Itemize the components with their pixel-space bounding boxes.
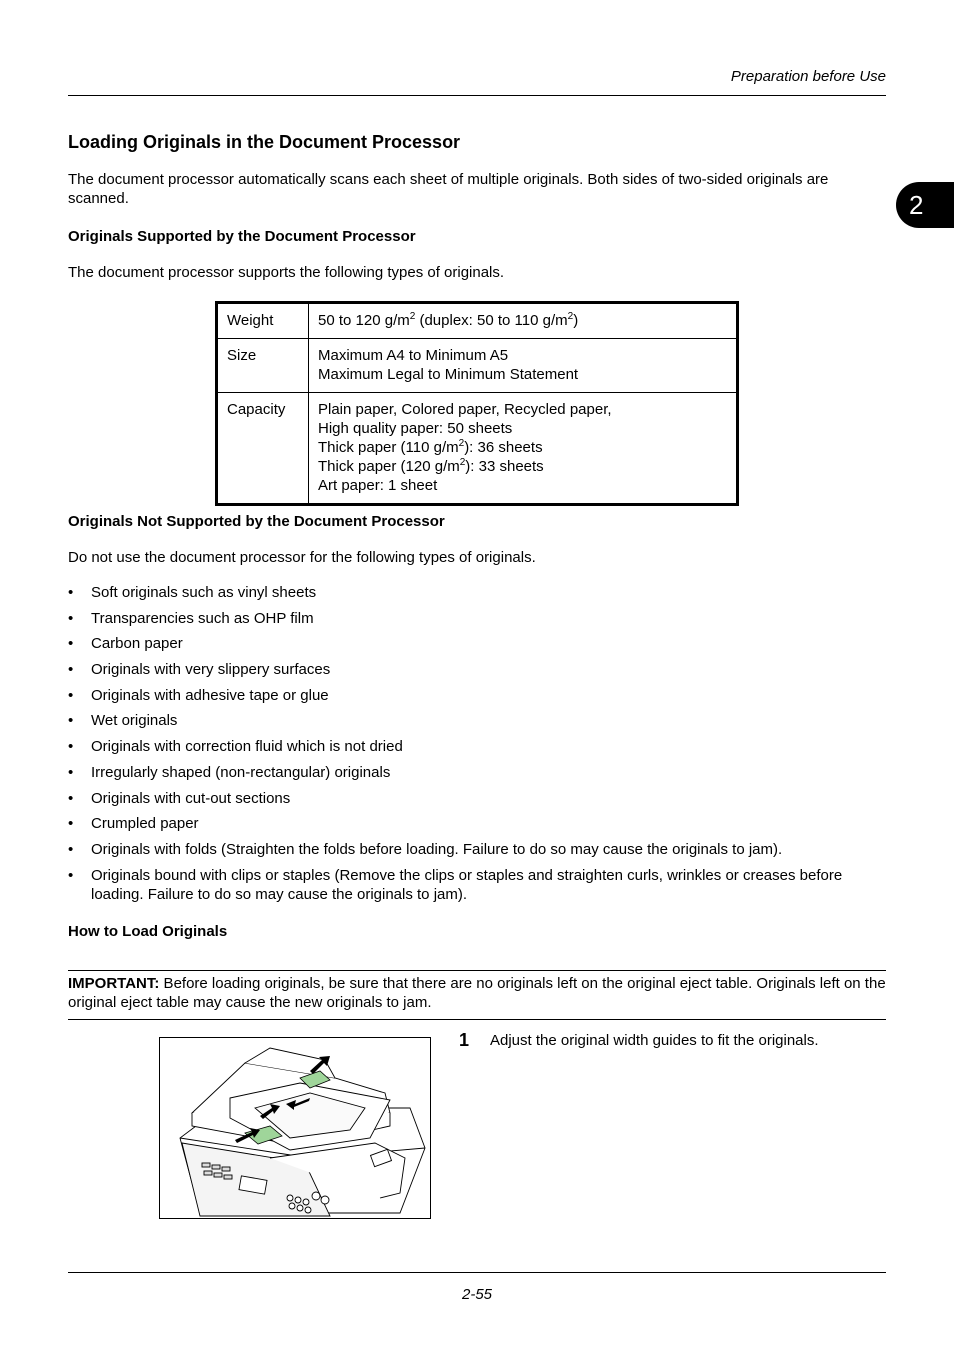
important-bottom-rule xyxy=(68,1019,886,1020)
table-row xyxy=(217,339,738,393)
step-text: Adjust the original width guides to fit the originals. xyxy=(490,1032,819,1049)
step-number: 1 xyxy=(459,1030,470,1050)
table-row xyxy=(217,303,738,339)
printer-drawing xyxy=(160,1038,430,1218)
important-text: Before loading originals, be sure that there are no originals left on the original eject table. Originals left on the original eject table may cause the new originals to jam. xyxy=(68,975,886,1011)
list-item: • Wet originals xyxy=(68,711,886,730)
size-label: Size xyxy=(217,339,309,393)
important-note xyxy=(68,974,886,1012)
table-row xyxy=(217,393,738,505)
page-number: 2-55 xyxy=(461,1286,493,1303)
not-supported-heading: Originals Not Supported by the Document Processor xyxy=(68,513,445,530)
list-item: • Originals bound with clips or staples (Remove the clips or staples and straighten curls, wrinkles or creases before loading. Failure to do so may cause the originals to jam). xyxy=(68,866,886,904)
list-item: • Originals with correction fluid which is not dried xyxy=(68,737,886,756)
list-item: • Originals with adhesive tape or glue xyxy=(68,686,886,705)
important-label: IMPORTANT: xyxy=(68,975,160,992)
important-top-rule xyxy=(68,970,886,971)
list-item: • Originals with folds (Straighten the folds before loading. Failure to do so may cause the originals to jam). xyxy=(68,840,886,859)
not-supported-text: Do not use the document processor for the following types of originals. xyxy=(68,549,536,566)
footer-rule xyxy=(68,1272,886,1273)
document-processor-illustration xyxy=(159,1037,431,1219)
list-item: • Soft originals such as vinyl sheets xyxy=(68,583,886,602)
header-rule xyxy=(68,95,886,96)
weight-label: Weight xyxy=(217,303,309,339)
not-supported-list xyxy=(68,583,886,910)
list-item: • Irregularly shaped (non-rectangular) originals xyxy=(68,763,886,782)
supported-heading: Originals Supported by the Document Processor xyxy=(68,228,416,245)
weight-value: 50 to 120 $g/m^2$ (duplex: 50 to 110 $g/m^2$) xyxy=(309,303,738,339)
list-item: • Transparencies such as OHP film xyxy=(68,609,886,628)
list-item: • Crumpled paper xyxy=(68,814,886,833)
spec-table xyxy=(215,301,739,506)
supported-text: The document processor supports the following types of originals. xyxy=(68,264,505,281)
list-item: • Originals with cut-out sections xyxy=(68,789,886,808)
capacity-value: Plain paper, Colored paper, Recycled paper, High quality paper: 50 sheets Thick paper (110 $g/m^2$): 36 sheets Thick paper (120 $g/m^2$): 33 sheets Art paper: 1 sheet xyxy=(309,393,738,505)
capacity-label: Capacity xyxy=(217,393,309,505)
running-header: Preparation before Use xyxy=(730,68,886,85)
section-title: Loading Originals in the Document Processor xyxy=(68,132,461,152)
list-item: • Originals with very slippery surfaces xyxy=(68,660,886,679)
how-to-heading: How to Load Originals xyxy=(68,923,228,940)
chapter-tab: 2 xyxy=(896,182,954,228)
size-value: Maximum A4 to Minimum A5 Maximum Legal to Minimum Statement xyxy=(309,339,738,393)
list-item: • Carbon paper xyxy=(68,634,886,653)
intro-paragraph: The document processor automatically scans each sheet of multiple originals. Both sides of two-sided originals are scanned. xyxy=(68,171,829,207)
